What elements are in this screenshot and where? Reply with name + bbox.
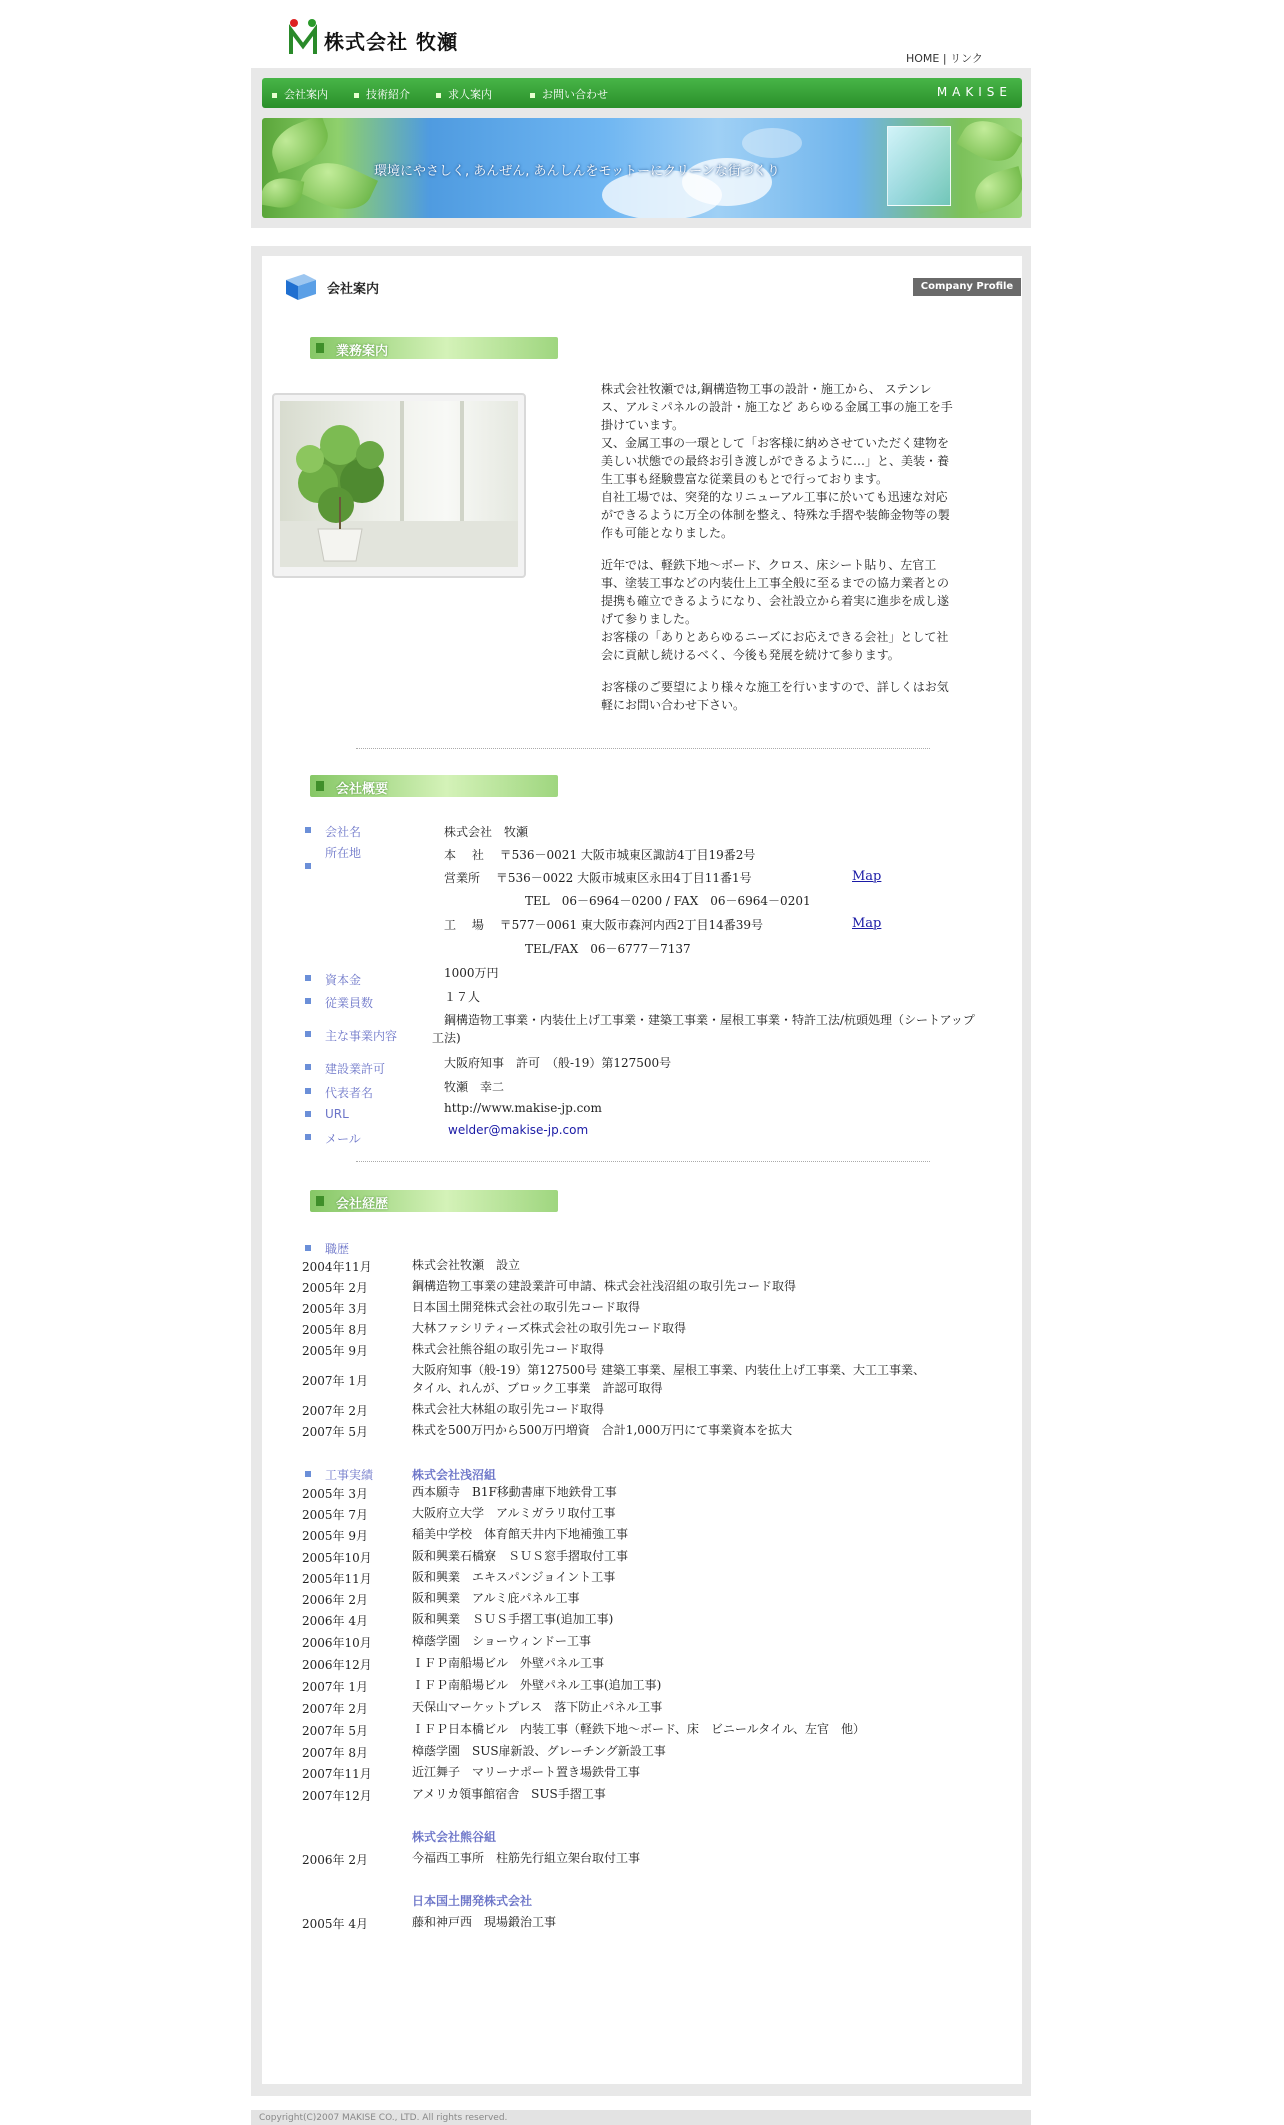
- intro-paragraph: お客様のご要望により様々な施工を行いますので、詳しくはお気 軽にお問い合わせ下さい。: [601, 680, 949, 712]
- banner-slogan: 環境にやさしく, あんぜん, あんしんをモットーにクリーンな街づくり: [374, 164, 780, 179]
- work-date: 2007年 2月: [302, 1702, 368, 1716]
- intro-paragraph: 株式会社牧瀬では,鋼構造物工事の設計・施工から、 ステンレ ス、アルミパネルの設計・施工など あらゆる金属工事の施工を手 掛けています。 又、金属工事の一環として「お客様に納めさせていただく建物を 美しい状態での最終お引き渡しができるように…」と、美装・養 生工事も経験豊富な従業員のもとで行っております。 自社工場では、突発的なリニューアル工事に於いても迅速な対応 ができるように万全の体制を整え、特殊な手摺や装飾金物等の製 作も可能となりました。: [601, 382, 953, 540]
- work-text: 近江舞子 マリーナポート置き場鉄骨工事: [412, 1765, 641, 1779]
- factory-map-link[interactable]: Map: [852, 916, 882, 931]
- potted-plant-icon: [280, 401, 518, 567]
- work-text: アメリカ領事館宿舎 SUS手摺工事: [412, 1787, 606, 1801]
- company-name-label: 会社名: [325, 825, 362, 839]
- client-heading: 日本国土開発株式会社: [412, 1894, 533, 1908]
- top-links: [906, 50, 983, 66]
- representative-value: 牧瀬 幸二: [444, 1080, 505, 1094]
- work-text: 阪和興業 エキスパンジョイント工事: [412, 1570, 616, 1584]
- leaf-decoration: [956, 118, 1022, 171]
- mail-label: メール: [325, 1132, 361, 1146]
- bullet-icon: [305, 1064, 311, 1070]
- work-date: 2005年 7月: [302, 1508, 368, 1522]
- work-text: 藤和神戸西 現場鍛治工事: [412, 1915, 557, 1929]
- intro-paragraph: 近年では、軽鉄下地～ボード、クロス、床シート貼り、左官工 事、塗装工事などの内装仕上工事全般に至るまでの協力業者との 提携も確立できるようになり、会社設立から着実に進歩を成し遂 げて参りました。 お客様の「ありとあらゆるニーズにお応えできる会社」として社 会に貢献し続けるべく、今後も発展を続けて参ります。: [601, 558, 950, 662]
- bullet-icon: [305, 1471, 311, 1477]
- career-text: 日本国土開発株式会社の取引先コード取得: [412, 1300, 641, 1314]
- career-date: 2005年 2月: [302, 1281, 368, 1295]
- career-text: 株式会社熊谷組の取引先コード取得: [412, 1342, 605, 1356]
- work-text: 樟蔭学園 ショーウィンドー工事: [412, 1634, 592, 1648]
- office-map-link[interactable]: Map: [852, 869, 882, 884]
- work-text: 西本願寺 B1F移動書庫下地鉄骨工事: [412, 1485, 617, 1499]
- logo-text: 株式会社 牧瀬: [324, 30, 458, 54]
- career-date: 2005年 3月: [302, 1302, 368, 1316]
- dotted-divider: [356, 748, 930, 749]
- work-date: 2006年12月: [302, 1658, 372, 1672]
- company-name-value: 株式会社 牧瀬: [444, 825, 529, 839]
- work-text: 阪和興業 アルミ庇パネル工事: [412, 1591, 580, 1605]
- work-date: 2007年 5月: [302, 1724, 368, 1738]
- section-heading-text: 会社概要: [336, 782, 389, 797]
- bullet-icon: [305, 998, 311, 1004]
- nav-contact[interactable]: お問い合わせ: [530, 86, 608, 102]
- career-text: 大林ファシリティーズ株式会社の取引先コード取得: [412, 1321, 686, 1335]
- nav-brand: MAKISE: [936, 85, 1012, 99]
- career-date: 2007年 5月: [302, 1425, 368, 1439]
- work-text: 樟蔭学園 SUS扉新設、グレーチング新設工事: [412, 1744, 666, 1758]
- work-text: ＩＦＰ日本橋ビル 内装工事（軽鉄下地～ボード、床 ビニールタイル、左官 他）: [412, 1722, 866, 1736]
- url-label: URL: [325, 1107, 349, 1121]
- links-link[interactable]: リンク: [950, 52, 983, 65]
- nav-recruit[interactable]: 求人案内: [436, 86, 492, 102]
- leaf-decoration: [970, 166, 1022, 214]
- career-date: 2005年 8月: [302, 1323, 368, 1337]
- career-date: 2007年 2月: [302, 1404, 368, 1418]
- license-label: 建設業許可: [325, 1062, 386, 1076]
- work-text: 今福西工事所 柱筋先行組立架台取付工事: [412, 1851, 641, 1865]
- business-intro: [601, 380, 985, 728]
- hq-address: 本 社 〒536－0021 大阪市城東区諏訪4丁目19番2号: [444, 848, 756, 862]
- business-label: 主な事業内容: [325, 1029, 398, 1043]
- work-date: 2006年 2月: [302, 1853, 368, 1867]
- work-date: 2005年10月: [302, 1551, 372, 1565]
- link-separator: |: [942, 52, 951, 65]
- career-text: 鋼構造物工事業の建設業許可申請、株式会社浅沼組の取引先コード取得: [412, 1279, 797, 1293]
- work-text: 阪和興業 ＳＵＳ手摺工事(追加工事): [412, 1612, 614, 1626]
- work-date: 2006年 4月: [302, 1614, 368, 1628]
- cloud-decoration: [742, 128, 802, 158]
- career-text: 株式を500万円から500万円増資 合計1,000万円にて事業資本を拡大: [412, 1423, 793, 1437]
- work-text: 阪和興業石橋寮 ＳＵＳ窓手摺取付工事: [412, 1549, 629, 1563]
- section-heading-history: [310, 1190, 558, 1212]
- career-date: 2007年 1月: [302, 1374, 368, 1388]
- nav-technology[interactable]: 技術紹介: [354, 86, 410, 102]
- photo-image: [280, 401, 518, 567]
- bullet-icon: [305, 1111, 311, 1117]
- company-logo[interactable]: [288, 18, 548, 60]
- address-label: 所在地: [325, 846, 362, 860]
- work-date: 2006年10月: [302, 1636, 372, 1650]
- makise-logo-icon: [288, 18, 318, 56]
- capital-label: 資本金: [325, 973, 362, 987]
- work-text: 大阪府立大学 アルミガラリ取付工事: [412, 1506, 616, 1520]
- client-heading: 株式会社浅沼組: [412, 1468, 497, 1482]
- home-link[interactable]: HOME: [906, 52, 940, 65]
- career-label: 職歴: [325, 1242, 350, 1256]
- glass-cube-image: [887, 126, 951, 206]
- plant-photo: [272, 393, 526, 578]
- work-date: 2005年11月: [302, 1572, 372, 1586]
- work-date: 2007年12月: [302, 1789, 372, 1803]
- nav-company[interactable]: 会社案内: [272, 86, 328, 102]
- license-value: 大阪府知事 許可 （般-19）第127500号: [444, 1056, 672, 1070]
- page-title: 会社案内: [327, 282, 380, 297]
- work-date: 2005年 9月: [302, 1529, 368, 1543]
- client-heading: 株式会社熊谷組: [412, 1830, 497, 1844]
- career-text: 株式会社大林組の取引先コード取得: [412, 1402, 605, 1416]
- work-text: ＩＦＰ南船場ビル 外壁パネル工事: [412, 1656, 605, 1670]
- section-heading-text: 会社経歴: [336, 1197, 389, 1212]
- career-date: 2005年 9月: [302, 1344, 368, 1358]
- career-text: 株式会社牧瀬 設立: [412, 1258, 521, 1272]
- bullet-icon: [305, 827, 311, 833]
- bullet-icon: [305, 1088, 311, 1094]
- work-text: 天保山マーケットプレス 落下防止パネル工事: [412, 1700, 663, 1714]
- factory-tel-fax: TEL/FAX 06－6777－7137: [525, 942, 691, 956]
- bullet-icon: [305, 1031, 311, 1037]
- work-date: 2007年 8月: [302, 1746, 368, 1760]
- office-tel-fax: TEL 06－6964－0200 / FAX 06－6964－0201: [525, 894, 811, 908]
- work-text: ＩＦＰ南船場ビル 外壁パネル工事(追加工事): [412, 1678, 662, 1692]
- section-heading-text: 業務案内: [336, 344, 389, 359]
- work-date: 2007年 1月: [302, 1680, 368, 1694]
- bullet-icon: [305, 975, 311, 981]
- capital-value: 1000万円: [444, 966, 499, 980]
- copyright: Copyright(C)2007 MAKISE CO., LTD. All rights reserved.: [259, 2113, 508, 2123]
- global-nav: [262, 78, 1022, 108]
- work-text: 稲美中学校 体育館天井内下地補強工事: [412, 1527, 629, 1541]
- mail-link[interactable]: welder@makise-jp.com: [448, 1123, 589, 1137]
- bullet-icon: [305, 1245, 311, 1251]
- bullet-icon: [305, 1134, 311, 1140]
- representative-label: 代表者名: [325, 1086, 374, 1100]
- cube-icon: [282, 270, 318, 302]
- work-date: 2005年 4月: [302, 1917, 368, 1931]
- work-date: 2007年11月: [302, 1767, 372, 1781]
- section-heading-business: [310, 337, 558, 359]
- work-date: 2005年 3月: [302, 1487, 368, 1501]
- leaf-decoration: [262, 175, 304, 211]
- employees-value: １７人: [444, 990, 481, 1004]
- career-text: 大阪府知事（般-19）第127500号 建築工事業、屋根工事業、内装仕上げ工事業、大工工事業、 タイル、れんが、ブロック工事業 許認可取得: [412, 1363, 925, 1395]
- bullet-icon: [305, 863, 311, 869]
- dotted-divider: [356, 1161, 930, 1162]
- business-value: 鋼構造物工事業・内装仕上げ工事業・建築工事業・屋根工事業・特許工法/杭頭処理（シートアップ: [444, 1013, 975, 1027]
- section-heading-overview: [310, 775, 558, 797]
- office-address: 営業所 〒536－0022 大阪市城東区永田4丁目11番1号: [444, 871, 752, 885]
- url-value[interactable]: http://www.makise-jp.com: [444, 1101, 602, 1115]
- factory-address: 工 場 〒577－0061 東大阪市森河内西2丁目14番39号: [444, 918, 764, 932]
- business-value-cont: 工法): [432, 1031, 461, 1045]
- employees-label: 従業員数: [325, 996, 374, 1010]
- hero-banner: [262, 118, 1022, 218]
- company-profile-badge: Company Profile: [913, 278, 1021, 296]
- career-date: 2004年11月: [302, 1260, 372, 1274]
- works-label: 工事実績: [325, 1468, 374, 1482]
- work-date: 2006年 2月: [302, 1593, 368, 1607]
